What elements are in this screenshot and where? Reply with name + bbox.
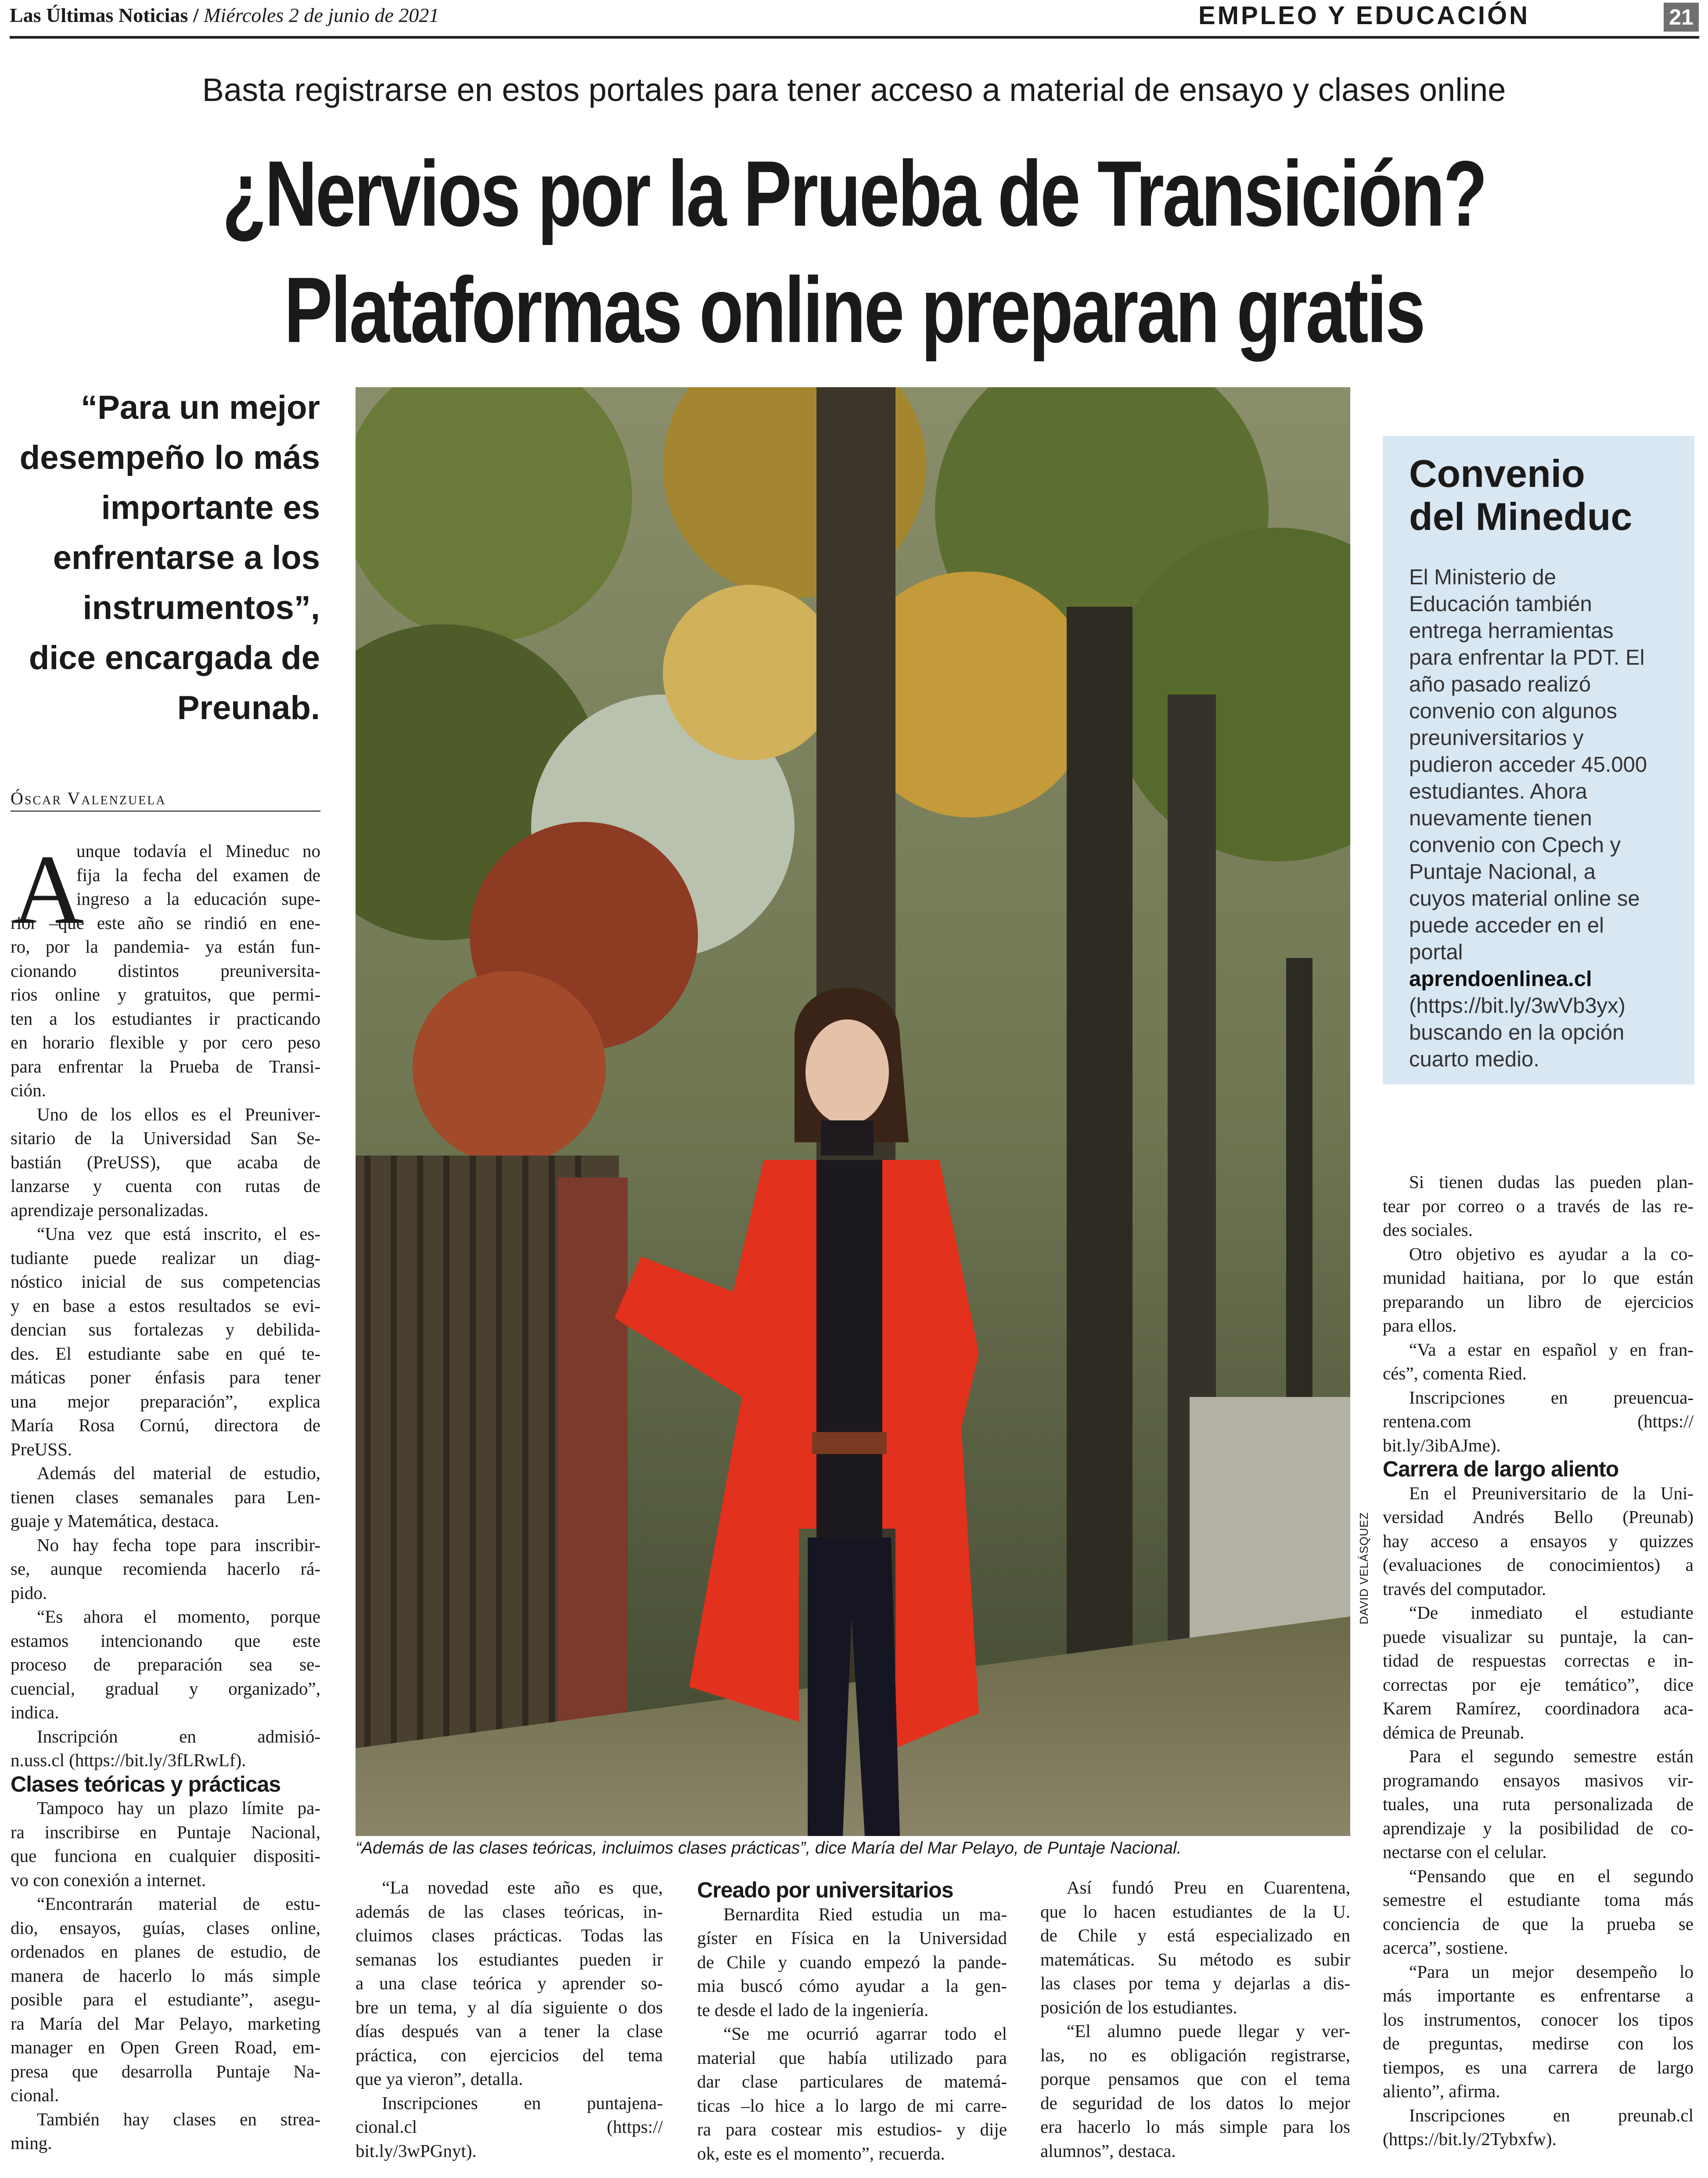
text-line: material que había utilizado para — [697, 2047, 1007, 2068]
text-line: matemáticas. Su método es subir — [1040, 1949, 1350, 1969]
text-line: fija la fecha del examen de — [76, 864, 320, 885]
text-line: Así fundó Preu en Cuarentena, — [1067, 1877, 1350, 1897]
text-line: ra para costear mis estudios- y dije — [697, 2119, 1007, 2139]
text-line: mia buscó cómo ayudar a la gen- — [697, 1976, 1007, 1996]
photo-credit: DAVID VELÁSQUEZ — [1357, 1512, 1370, 1624]
text-line: ten a los estudiantes ir practicando — [11, 1008, 320, 1029]
text-line: (https://bit.ly/2Tybxfw). — [1383, 2129, 1557, 2149]
sidebar-line: (https://bit.ly/3wVb3yx) — [1409, 994, 1625, 1018]
text-line: munidad haitiana, por lo que están — [1383, 1267, 1694, 1288]
text-line: tudiante puede realizar un diag- — [11, 1247, 320, 1268]
text-line: ticas –lo hice a lo largo de mi carre- — [697, 2095, 1007, 2116]
pull-quote-line: importante es — [101, 489, 320, 526]
text-line: ingreso a la educación supe- — [76, 889, 320, 909]
text-line: También hay clases en strea- — [37, 2109, 320, 2129]
text-line: bre un tema, y al día siguiente o dos — [356, 1997, 663, 2017]
text-line: través del computador. — [1383, 1578, 1546, 1599]
text-line: programando ensayos masivos vir- — [1383, 1770, 1694, 1790]
text-line: sitario de la Universidad San Se- — [11, 1128, 320, 1148]
text-line: cional.cl (https:// — [356, 2117, 663, 2137]
text-line: rios online y gratuitos, que permi- — [11, 984, 320, 1004]
text-line: ción. — [11, 1080, 46, 1100]
text-line: Creado por universitarios — [697, 1878, 953, 1902]
text-line: Bernardita Ried estudia un ma- — [723, 1904, 1007, 1924]
text-line: aprendizaje y la posibilidad de co- — [1383, 1818, 1694, 1838]
text-line: cuencial, gradual y organizado”, — [11, 1678, 320, 1699]
sidebar-line: cuyos material online se — [1409, 887, 1640, 911]
text-line: aliento”, afirma. — [1383, 2081, 1500, 2101]
text-line: días después van a tener la clase — [356, 2021, 663, 2041]
text-line: bastián (PreUSS), que acaba de — [11, 1152, 320, 1172]
text-line: démica de Preunab. — [1383, 1722, 1525, 1742]
text-line: tidad de respuestas correctas e in- — [1383, 1650, 1694, 1670]
text-line: para enfrentar la Prueba de Transi- — [11, 1056, 320, 1076]
article-photo — [356, 387, 1350, 1836]
text-line: además de las clases teóricas, in- — [356, 1901, 663, 1922]
text-line: tiempos, es una carrera de largo — [1383, 2057, 1694, 2077]
text-line: dar clase particulares de matemá- — [697, 2071, 1007, 2092]
sidebar-line: portal — [1409, 940, 1463, 964]
sidebar-line: Puntaje Nacional, a — [1409, 860, 1596, 884]
sidebar-title-line: Convenio — [1409, 452, 1585, 495]
text-line: rior –que este año se rindió en ene- — [11, 912, 320, 933]
article-column-1 — [11, 835, 320, 2155]
text-line: “La novedad este año es que, — [382, 1877, 663, 1897]
text-line: “Una vez que está inscrito, el es- — [37, 1224, 320, 1244]
text-line: alumnos”, destaca. — [1040, 2140, 1176, 2161]
text-line: a una clase teórica y aprender so- — [356, 1973, 663, 1993]
text-line: manager en Open Green Road, em- — [11, 2037, 320, 2057]
text-line: “Pensando que en el segundo — [1409, 1865, 1694, 1886]
text-line: aprendizaje personalizadas. — [11, 1199, 209, 1220]
article-column-3 — [697, 1878, 1007, 2165]
text-line: Clases teóricas y prácticas — [11, 1771, 281, 1796]
text-line: semestre el estudiante toma más — [1383, 1890, 1694, 1910]
text-line: práctica, con ejercicios del tema — [356, 2045, 663, 2065]
text-line: que lo hacen estudiantes de la U. — [1040, 1901, 1350, 1922]
text-line: conciencia de que la prueba se — [1383, 1913, 1694, 1934]
text-line: Uno de los ellos es el Preuniver- — [37, 1104, 320, 1124]
text-line: máticas poner énfasis para tener — [11, 1367, 320, 1387]
text-line: puede visualizar su puntaje, la can- — [1383, 1626, 1694, 1647]
sidebar-link: aprendoenlinea.cl — [1409, 967, 1592, 991]
article-column-2 — [356, 1876, 663, 2163]
headline-line-1: ¿Nervios por la Prueba de Transición? — [222, 141, 1486, 245]
pull-quote-line: enfrentarse a los — [53, 539, 320, 576]
text-line: y en base a estos resultados se evi- — [11, 1295, 320, 1316]
article-column-4 — [1040, 1876, 1350, 2163]
text-line: posición de los estudiantes. — [1040, 1997, 1237, 2017]
sidebar-title-line: del Mineduc — [1409, 495, 1632, 538]
text-line: ra inscribirse en Puntaje Nacional, — [11, 1822, 320, 1842]
kicker: Basta registrarse en estos portales para tener acceso a material de ensayo y clases online — [202, 72, 1506, 108]
sidebar-line: puede acceder en el — [1409, 914, 1604, 937]
sidebar-line: El Ministerio de — [1409, 565, 1556, 589]
text-line: te desde el lado de la ingeniería. — [697, 1999, 929, 2020]
text-line: versidad Andrés Bello (Preunab) — [1383, 1507, 1694, 1527]
text-line: se, aunque recomienda hacerlo rá- — [11, 1559, 320, 1579]
sidebar-line: para enfrentar la PDT. El — [1409, 646, 1645, 670]
text-line: En el Preuniversitario de la Uni- — [1409, 1483, 1694, 1503]
text-line: para ellos. — [1383, 1315, 1457, 1336]
text-line: Para el segundo semestre están — [1409, 1746, 1694, 1766]
drop-cap: A — [12, 835, 84, 944]
text-line: bit.ly/3wPGnyt). — [356, 2140, 477, 2161]
text-line: Si tienen dudas las pueden plan- — [1409, 1172, 1694, 1192]
pull-quote-line: Preunab. — [177, 689, 320, 727]
text-line: semanas los estudiantes pueden ir — [356, 1949, 663, 1969]
text-line: era hacerlo lo más simple para los — [1040, 2117, 1350, 2137]
text-line: guaje y Matemática, destaca. — [11, 1511, 219, 1531]
text-line: “El alumno puede llegar y ver- — [1067, 2021, 1350, 2041]
text-line: de preguntas, medirse con los — [1383, 2033, 1694, 2053]
text-line: ok, este es el momento”, recuerda. — [697, 2143, 945, 2164]
text-line: gíster en Física en la Universidad — [697, 1928, 1007, 1948]
sidebar-title — [1409, 452, 1632, 538]
text-line: de seguridad de los datos lo mejor — [1040, 2092, 1350, 2113]
text-line: Karem Ramírez, coordinadora aca- — [1383, 1698, 1694, 1718]
sidebar-body — [1409, 564, 1681, 1073]
text-line: nectarse con el celular. — [1383, 1842, 1547, 1862]
text-line: proceso de preparación sea se- — [11, 1654, 320, 1674]
text-line: rentena.com (https:// — [1383, 1411, 1694, 1431]
text-line: María Rosa Cornú, directora de — [11, 1415, 320, 1435]
text-line: más importante es enfrentarse a — [1383, 1985, 1694, 2005]
byline: Óscar Valenzuela — [11, 788, 166, 808]
text-line: Inscripciones en puntajena- — [382, 2092, 663, 2113]
text-line: “Va a estar en español y en fran- — [1409, 1339, 1694, 1360]
text-line: dio, ensayos, guías, clases online, — [11, 1917, 320, 1938]
text-line: cional. — [11, 2085, 59, 2105]
paper-name: Las Últimas Noticias — [10, 4, 188, 26]
pull-quote-line: “Para un mejor — [81, 389, 320, 426]
text-line: tuales, una ruta personalizada de — [1383, 1794, 1694, 1814]
sidebar-line: preuniversitarios y — [1409, 726, 1584, 750]
sidebar-line: entrega herramientas — [1409, 619, 1614, 643]
text-line: “Se me ocurrió agarrar todo el — [723, 2023, 1007, 2044]
text-line: de Chile y cuando empezó la pande- — [697, 1951, 1007, 1972]
pull-quote — [13, 383, 320, 733]
text-line: una mejor preparación”, explica — [11, 1391, 320, 1411]
woman-in-red-jacket-photo — [356, 387, 1350, 1836]
article-column-5 — [1383, 1170, 1694, 2151]
text-line: cionando distintos preuniversita- — [11, 960, 320, 981]
text-line: preparando un libro de ejercicios — [1383, 1291, 1694, 1312]
text-line: vo con conexión a internet. — [11, 1869, 206, 1890]
text-line: que funciona en cualquier dispositi- — [11, 1846, 320, 1866]
text-line: n.uss.cl (https://bit.ly/3fLRwLf). — [11, 1750, 246, 1770]
text-line: Carrera de largo aliento — [1383, 1457, 1619, 1481]
newspaper-masthead: Las Últimas Noticias / Miércoles 2 de junio de 2021 — [10, 4, 439, 26]
text-line: Además del material de estudio, — [37, 1463, 320, 1483]
text-line: tienen clases semanales para Len- — [11, 1487, 320, 1507]
text-line: hay acceso a ensayos y quizzes — [1383, 1530, 1694, 1551]
page-number: 21 — [1664, 3, 1699, 32]
text-line: ro, por la pandemia- ya están fun- — [11, 936, 320, 957]
pull-quote-line: instrumentos”, — [83, 589, 320, 626]
text-line: pido. — [11, 1582, 47, 1603]
text-line: correctas por eje temático”, dice — [1383, 1674, 1694, 1695]
photo-caption: “Además de las clases teóricas, incluimos clases prácticas”, dice María del Mar Pelayo, de Puntaje Nacional. — [356, 1839, 1182, 1858]
text-line: los instrumentos, conocer los tipos — [1383, 2009, 1694, 2030]
text-line: en horario flexible y por cero peso — [11, 1032, 320, 1052]
text-line: “De inmediato el estudiante — [1409, 1602, 1694, 1623]
text-line: las, no es obligación registrarse, — [1040, 2045, 1350, 2065]
text-line: des sociales. — [1383, 1220, 1473, 1240]
text-line: Tampoco hay un plazo límite pa- — [37, 1798, 320, 1818]
text-line: de Chile y está especializado en — [1040, 1925, 1350, 1945]
text-line: cluimos clases prácticas. Todas las — [356, 1925, 663, 1945]
text-line: indica. — [11, 1702, 59, 1722]
text-line: unque todavía el Mineduc no — [76, 841, 320, 861]
text-line: bit.ly/3ibAJme). — [1383, 1435, 1501, 1455]
text-line: No hay fecha tope para inscribir- — [37, 1534, 320, 1555]
text-line: Inscripciones en preuencua- — [1409, 1387, 1694, 1408]
header-rule — [10, 36, 1699, 39]
sidebar-line: pudieron acceder 45.000 — [1409, 753, 1647, 777]
text-line: porque pensamos que con el tema — [1040, 2069, 1350, 2089]
text-line: que ya vieron”, detalla. — [356, 2069, 523, 2089]
text-line: ordenados en planes de estudio, de — [11, 1941, 320, 1962]
byline-rule — [11, 810, 320, 812]
pull-quote-line: desempeño lo más — [19, 439, 320, 476]
sidebar-line: Educación también — [1409, 592, 1592, 616]
sidebar-line: nuevamente tienen — [1409, 806, 1592, 830]
text-line: acerca”, sostiene. — [1383, 1937, 1508, 1958]
issue-date: Miércoles 2 de junio de 2021 — [204, 4, 439, 26]
section-title: EMPLEO Y EDUCACIÓN — [1198, 1, 1530, 30]
headline-line-2: Plataformas online preparan gratis — [284, 258, 1424, 362]
text-line: Inscripciones en preunab.cl — [1409, 2105, 1694, 2125]
text-line: “Para un mejor desempeño lo — [1409, 1961, 1694, 1982]
text-line: ming. — [11, 2133, 52, 2153]
text-line: “Es ahora el momento, porque — [37, 1606, 320, 1627]
text-line: PreUSS. — [11, 1439, 72, 1459]
text-line: manera de hacerlo lo más simple — [11, 1965, 320, 1986]
text-line: nóstico inicial de sus competencias — [11, 1271, 320, 1292]
text-line: Inscripción en admisió- — [37, 1726, 320, 1746]
sidebar-line: cuarto medio. — [1409, 1048, 1539, 1071]
text-line: “Encontrarán material de estu- — [37, 1894, 320, 1914]
text-line: presa que desarrolla Puntaje Na- — [11, 2061, 320, 2081]
sidebar-line: convenio con algunos — [1409, 699, 1618, 723]
text-line: dencian sus fortalezas y debilida- — [11, 1319, 320, 1339]
text-line: las clases por tema y dejarlas a dis- — [1040, 1973, 1350, 1993]
text-line: posible para el estudiante”, asegu- — [11, 1989, 320, 2009]
sidebar-line: estudiantes. Ahora — [1409, 780, 1587, 803]
sidebar-line: año pasado realizó — [1409, 673, 1591, 696]
text-line: lanzarse y cuenta con rutas de — [11, 1176, 320, 1196]
text-line: Otro objetivo es ayudar a la co- — [1409, 1243, 1694, 1264]
text-line: estamos intencionando que este — [11, 1630, 320, 1651]
text-line: (evaluaciones de conocimientos) a — [1383, 1555, 1694, 1575]
sidebar-line: convenio con Cpech y — [1409, 833, 1621, 857]
text-line: cés”, comenta Ried. — [1383, 1363, 1527, 1383]
text-line: ra María del Mar Pelayo, marketing — [11, 2013, 320, 2034]
sidebar-line: buscando en la opción — [1409, 1021, 1625, 1044]
pull-quote-line: dice encargada de — [29, 639, 320, 677]
text-line: des. El estudiante sabe en qué te- — [11, 1343, 320, 1364]
text-line: tear por correo o a través de las re- — [1383, 1195, 1694, 1216]
